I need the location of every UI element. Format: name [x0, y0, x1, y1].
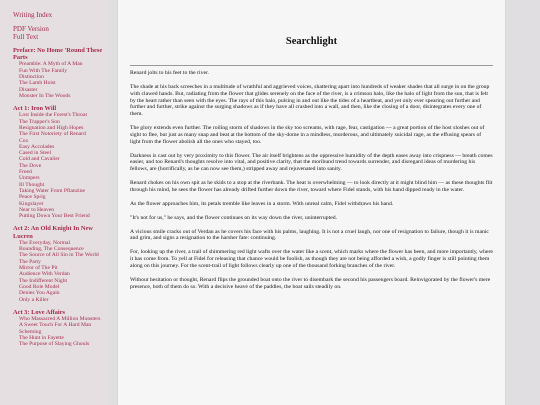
chapter-link[interactable]: Denies You Again [19, 290, 60, 297]
chapter-sections [13, 47, 108, 348]
chapter-link[interactable]: Mirror of The Pit [19, 265, 58, 272]
pdf-version-link[interactable]: PDF Version [13, 25, 49, 33]
chapter-link[interactable]: Preamble: A Myth of A Man [19, 61, 83, 68]
chapter-link[interactable]: The Purpose of Slaying Ghouls [19, 341, 90, 348]
chapter-link[interactable]: Cased in Steel [19, 150, 52, 157]
chapter-link[interactable]: The Source of All Sin in The World [19, 252, 99, 259]
chapter-link[interactable]: Bounding, The Consequence [19, 246, 84, 253]
story-paragraph: "It's not for us," he says, and the flower continues on its way down the river, uninterrupted. [130, 214, 337, 221]
chapter-page [117, 0, 506, 405]
story-paragraph: Darkness is cast out by very proximity to this flower. The air itself brightens as the oppressive humidity of the depth eases away into crispness — breath comes easier, and too Renard's thoughts resolve into vital, and positive clarity, that the moribund trend towards surrender, and disregard ideas of murdering his fellows, are (horrifically, as he can now see them,) stripped away and rejuvenated into sanity. [130, 152, 493, 173]
chapter-link[interactable]: Only a Killer [19, 296, 49, 303]
chapter-link[interactable]: Who Massacred A Million Monsters [19, 316, 101, 323]
chapter-link[interactable]: Taking Water From Pflanzine [19, 187, 86, 194]
chapter-link[interactable]: Kingslayer [19, 200, 44, 207]
chapter-link[interactable]: Distinction [19, 74, 44, 80]
chapter-link[interactable]: Resignation and High Hopes [19, 124, 84, 131]
chapter-link[interactable]: Scheming [19, 328, 42, 335]
chapter-link[interactable]: The Party [19, 258, 41, 265]
chapter-body [130, 70, 493, 290]
chapter-link[interactable]: The Dove [19, 162, 42, 169]
story-paragraph: The glory extends even further. The roiling storm of shadows in the sky too screams, with rage, fear, castigation — a great portion of the host sloshes out of sight to flee, but just as many snap and beat at the bottom of the sky-dome in a mindless, murderous, and ultimately suicidal rage, as the effusing spears of light from the flower abolish all the ones who stayed, too. [130, 125, 485, 145]
chapter-link[interactable]: Cold and Cavalier [19, 156, 60, 163]
story-paragraph: Renard chokes on his own spit as he skids to a stop at the riverbank. The heat is overwhelming — to look directly at it might blind him — as these thoughts flit through his mind, he sees the flower has already drifted further down the river, toward where Fidel stands, with his hand dipped ready in the water. [130, 180, 493, 193]
sidebar-nav [0, 0, 108, 405]
chapter-link[interactable]: The Trapper's Son [19, 118, 60, 125]
chapter-link[interactable]: Ill Thought [19, 181, 45, 188]
chapter-link[interactable]: Disaster [19, 86, 38, 93]
chapter-link[interactable]: Freed [19, 169, 32, 176]
chapter-link[interactable]: Monster In The Woods [19, 92, 71, 99]
title-divider [130, 65, 493, 66]
writing-index-link[interactable]: Writing Index [13, 11, 53, 19]
chapter-link[interactable]: The Lamb Hoist [19, 80, 56, 87]
chapter-link[interactable]: Near to Heaven [19, 206, 55, 213]
story-paragraph: For, looking up the river, a trail of shimmering red light wafts over the water like a scent, which marks where the flower has been, and more importantly, where it has come from. To yell at Fidel for releasing that chance would be foolish, as though they are not being afforded a wish, a godly finger is still pointing them along on this journey. For the scent-trail of light follows clearly up one of the thousand forking branches of the river. [130, 249, 493, 269]
chapter-link[interactable]: Cox [19, 137, 29, 144]
section-title[interactable]: Act 2: An Old Knight In New Lucren [13, 225, 93, 240]
chapter-link[interactable]: The First Notoriety of Renard [19, 131, 86, 138]
chapter-title: Searchlight [285, 36, 338, 47]
story-paragraph: Renard jolts to his feet to the river. [130, 70, 209, 76]
full-text-link[interactable]: Full Text [13, 33, 39, 41]
chapter-link[interactable]: Easy Accolades [19, 143, 55, 150]
chapter-link[interactable]: A Sweet Touch For A Hard Man [19, 322, 92, 329]
story-paragraph: Without hesitation or thought, Renard flips the grounded boat onto the river to disembark the second his passengers board. Reinvigorated by the flower's mere presence, both of them do so. With a decisive heave of the paddles, the boat sails steadily on. [130, 276, 491, 290]
section-title[interactable]: Act 3: Love Affairs [13, 308, 65, 316]
chapter-link[interactable]: The Hunt in Fayette [19, 334, 64, 341]
section-title[interactable]: Preface: No Home 'Round These Parts [13, 47, 103, 62]
chapter-link[interactable]: Peace Sprig [19, 194, 46, 201]
chapter-link[interactable]: The Everyday, Normal [19, 239, 71, 246]
chapter-link[interactable]: Putting Down Your Best Friend [19, 213, 90, 220]
chapter-link[interactable]: Unmpers [19, 175, 40, 182]
chapter-link[interactable]: The Indifferent Night [19, 277, 68, 284]
chapter-link[interactable]: Fun With The Family [19, 67, 68, 74]
chapter-link[interactable]: Good Role Model [19, 283, 60, 290]
chapter-link[interactable]: Audience With Verdan [19, 271, 70, 278]
story-paragraph: A vicious smile cracks out of Verdan as he covers his face with his palms, laughing. It is not a cruel laugh, nor one of resignation to failure, though it is manic and grim, and signs a resignation to the harsher fate: continuing. [130, 228, 489, 242]
section-title[interactable]: Act 1: Iron Will [13, 105, 57, 113]
story-paragraph: The shade at his back screeches in a multitude of wrathful and aggrieved voices, shattering apart into hundreds of weaker shades that all surge in on the group with clawed hands. But, radiating from the flower that glides serenely on the face of the river, is a crimson halo, like the halo of light from the sun, that is felt by the heart rather than seen with the eyes. The rays of this halo, pulsing in and out like the tides of a heartbeat, and yet only ever spearing out further and further and further, strike against the surging shadows as if they have all crashed into a wall, and then, like the closing of a door, disintegrates every one of them. [130, 83, 490, 118]
story-paragraph: As the flower approaches him, its petals tremble like leaves in a storm. With unreal calm, Fidel withdraws his hand. [130, 200, 394, 207]
chapter-link[interactable]: Lost Inside the Forest's Throat [19, 112, 88, 119]
